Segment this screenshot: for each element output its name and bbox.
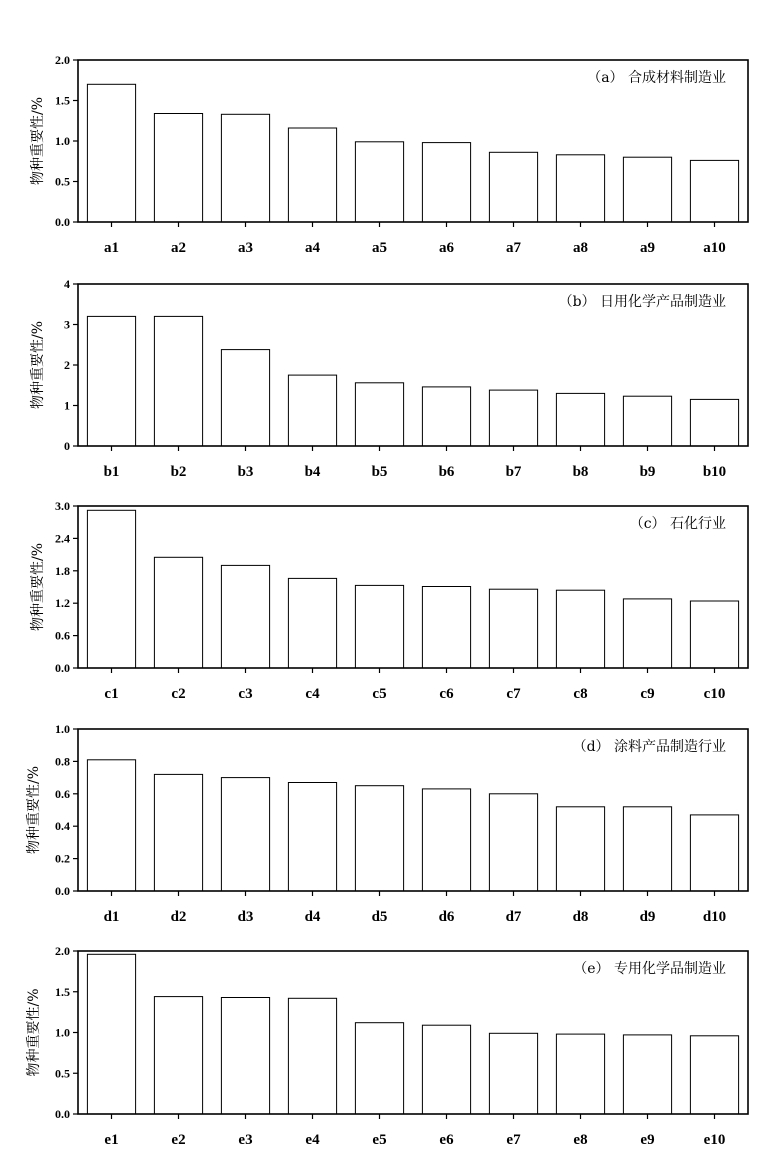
x-tick-label-e8: e8 bbox=[573, 1132, 588, 1148]
y-axis-label: 物种重要性/% bbox=[30, 96, 46, 186]
y-tick-label: 1.0 bbox=[55, 722, 70, 736]
x-tick-label-e1: e1 bbox=[104, 1132, 119, 1148]
bar-d2 bbox=[154, 774, 202, 891]
bar-c8 bbox=[556, 590, 604, 668]
x-tick-label-b3: b3 bbox=[237, 464, 254, 480]
x-tick-label-d10: d10 bbox=[702, 909, 727, 925]
x-tick-label-e3: e3 bbox=[238, 1132, 253, 1148]
x-tick-label-d5: d5 bbox=[371, 909, 388, 925]
y-tick-label: 0.6 bbox=[55, 628, 70, 643]
bar-e10 bbox=[690, 1036, 738, 1114]
x-tick-label-b7: b7 bbox=[505, 464, 522, 480]
bar-c5 bbox=[355, 585, 403, 668]
x-tick-label-e7: e7 bbox=[506, 1132, 521, 1148]
bar-e9 bbox=[623, 1035, 671, 1114]
x-tick-label-e4: e4 bbox=[305, 1132, 320, 1148]
bar-b9 bbox=[623, 396, 671, 446]
bar-b4 bbox=[288, 375, 336, 446]
bar-e2 bbox=[154, 997, 202, 1114]
y-tick-label: 0.5 bbox=[55, 1066, 70, 1081]
y-tick-label: 1 bbox=[64, 398, 70, 413]
x-tick-label-a2: a2 bbox=[171, 240, 186, 256]
x-tick-label-e6: e6 bbox=[439, 1132, 454, 1148]
bar-a7 bbox=[489, 152, 537, 222]
bar-b10 bbox=[690, 399, 738, 446]
bar-d8 bbox=[556, 807, 604, 891]
bar-b8 bbox=[556, 393, 604, 446]
x-tick-label-c7: c7 bbox=[506, 686, 521, 702]
y-tick-label: 0.0 bbox=[55, 884, 70, 898]
bar-e4 bbox=[288, 998, 336, 1114]
bar-c3 bbox=[221, 565, 269, 668]
y-tick-label: 0.0 bbox=[55, 661, 70, 675]
x-tick-label-b4: b4 bbox=[304, 464, 321, 480]
x-tick-label-a3: a3 bbox=[238, 240, 253, 256]
x-tick-label-d7: d7 bbox=[505, 909, 522, 925]
x-tick-label-c2: c2 bbox=[171, 686, 186, 702]
x-tick-label-c9: c9 bbox=[640, 686, 655, 702]
y-tick-label: 4 bbox=[64, 277, 70, 291]
x-tick-label-a8: a8 bbox=[573, 240, 588, 256]
x-tick-label-a5: a5 bbox=[372, 240, 387, 256]
y-tick-label: 1.5 bbox=[55, 984, 70, 999]
x-tick-label-d2: d2 bbox=[170, 909, 187, 925]
bar-a4 bbox=[288, 128, 336, 222]
x-tick-label-c4: c4 bbox=[305, 686, 320, 702]
y-tick-label: 1.2 bbox=[55, 596, 70, 611]
x-tick-label-c6: c6 bbox=[439, 686, 454, 702]
bar-c2 bbox=[154, 557, 202, 668]
chart-panel-b bbox=[29, 277, 748, 480]
x-tick-label-a7: a7 bbox=[506, 240, 521, 256]
bar-c10 bbox=[690, 601, 738, 668]
bar-b3 bbox=[221, 350, 269, 446]
bar-e6 bbox=[422, 1025, 470, 1114]
y-tick-label: 3 bbox=[64, 317, 70, 332]
chart-panel-e bbox=[25, 944, 748, 1148]
bar-a6 bbox=[422, 143, 470, 222]
x-tick-label-c1: c1 bbox=[104, 686, 119, 702]
x-tick-label-b10: b10 bbox=[702, 464, 727, 480]
x-tick-label-d4: d4 bbox=[304, 909, 321, 925]
x-tick-label-e5: e5 bbox=[372, 1132, 387, 1148]
y-tick-label: 0 bbox=[64, 439, 70, 453]
bar-d7 bbox=[489, 794, 537, 891]
y-tick-label: 2.4 bbox=[55, 531, 70, 546]
y-tick-label: 1.8 bbox=[55, 563, 70, 578]
bar-c9 bbox=[623, 599, 671, 668]
x-tick-label-c8: c8 bbox=[573, 686, 588, 702]
y-axis-label: 物种重要性/% bbox=[30, 542, 46, 632]
x-tick-label-c10: c10 bbox=[703, 686, 726, 702]
chart-panel-c bbox=[29, 499, 748, 702]
panel-title: （d） 涂料产品制造行业 bbox=[572, 739, 726, 755]
x-tick-label-d8: d8 bbox=[572, 909, 589, 925]
y-tick-label: 0.6 bbox=[55, 786, 70, 801]
x-tick-label-d6: d6 bbox=[438, 909, 455, 925]
x-tick-label-b6: b6 bbox=[438, 464, 455, 480]
x-tick-label-c3: c3 bbox=[238, 686, 253, 702]
y-tick-label: 1.0 bbox=[55, 1025, 70, 1040]
y-tick-label: 2.0 bbox=[55, 944, 70, 958]
x-tick-label-d9: d9 bbox=[639, 909, 656, 925]
y-tick-label: 2.0 bbox=[55, 53, 70, 67]
panel-title: （c） 石化行业 bbox=[629, 516, 726, 532]
x-tick-label-c5: c5 bbox=[372, 686, 387, 702]
x-tick-label-b8: b8 bbox=[572, 464, 589, 480]
y-axis-label: 物种重要性/% bbox=[30, 320, 46, 410]
bar-c6 bbox=[422, 587, 470, 669]
x-tick-label-a1: a1 bbox=[104, 240, 119, 256]
bar-e5 bbox=[355, 1023, 403, 1114]
x-tick-label-a6: a6 bbox=[439, 240, 454, 256]
x-tick-label-e10: e10 bbox=[703, 1132, 726, 1148]
bar-c7 bbox=[489, 589, 537, 668]
bar-a8 bbox=[556, 155, 604, 222]
bar-d4 bbox=[288, 783, 336, 892]
x-tick-label-b2: b2 bbox=[170, 464, 187, 480]
bar-b7 bbox=[489, 390, 537, 446]
bar-d5 bbox=[355, 786, 403, 891]
x-tick-label-b9: b9 bbox=[639, 464, 656, 480]
bar-e8 bbox=[556, 1034, 604, 1114]
bar-a5 bbox=[355, 142, 403, 222]
bar-a2 bbox=[154, 114, 202, 223]
x-tick-label-a10: a10 bbox=[703, 240, 726, 256]
y-tick-label: 1.5 bbox=[55, 93, 70, 108]
bar-e3 bbox=[221, 998, 269, 1115]
bar-c4 bbox=[288, 578, 336, 668]
bar-d9 bbox=[623, 807, 671, 891]
bar-a3 bbox=[221, 114, 269, 222]
y-tick-label: 0.0 bbox=[55, 1107, 70, 1121]
y-tick-label: 0.4 bbox=[55, 819, 70, 834]
y-tick-label: 1.0 bbox=[55, 134, 70, 148]
bar-b2 bbox=[154, 316, 202, 446]
y-tick-label: 0.5 bbox=[55, 174, 70, 189]
bar-b1 bbox=[87, 316, 135, 446]
chart-panel-a bbox=[29, 53, 748, 256]
x-tick-label-d3: d3 bbox=[237, 909, 254, 925]
bar-d6 bbox=[422, 789, 470, 891]
x-tick-label-b1: b1 bbox=[103, 464, 120, 480]
x-tick-label-a9: a9 bbox=[640, 240, 655, 256]
y-tick-label: 2 bbox=[64, 358, 70, 372]
y-axis-label: 物种重要性/% bbox=[26, 988, 42, 1077]
x-tick-label-e9: e9 bbox=[640, 1132, 655, 1148]
bar-a1 bbox=[87, 84, 135, 222]
x-tick-label-d1: d1 bbox=[103, 909, 120, 925]
chart-panel-d bbox=[25, 722, 748, 925]
bar-e1 bbox=[87, 954, 135, 1114]
bar-a9 bbox=[623, 157, 671, 222]
bar-b6 bbox=[422, 387, 470, 446]
y-tick-label: 0.0 bbox=[55, 215, 70, 229]
bar-d1 bbox=[87, 760, 135, 891]
panel-title: （b） 日用化学产品制造业 bbox=[558, 294, 726, 310]
panel-title: （a） 合成材料制造业 bbox=[587, 70, 726, 86]
y-tick-label: 3.0 bbox=[55, 499, 70, 513]
bar-d10 bbox=[690, 815, 738, 891]
x-tick-label-e2: e2 bbox=[171, 1132, 186, 1148]
panel-title: （e） 专用化学品制造业 bbox=[573, 961, 726, 977]
bar-a10 bbox=[690, 160, 738, 222]
y-tick-label: 0.8 bbox=[55, 754, 70, 769]
bar-d3 bbox=[221, 778, 269, 891]
y-axis-label: 物种重要性/% bbox=[26, 765, 42, 855]
bar-e7 bbox=[489, 1033, 537, 1114]
x-tick-label-a4: a4 bbox=[305, 240, 320, 256]
bar-b5 bbox=[355, 383, 403, 446]
x-tick-label-b5: b5 bbox=[371, 464, 388, 480]
y-tick-label: 0.2 bbox=[55, 851, 70, 866]
bar-c1 bbox=[87, 510, 135, 668]
